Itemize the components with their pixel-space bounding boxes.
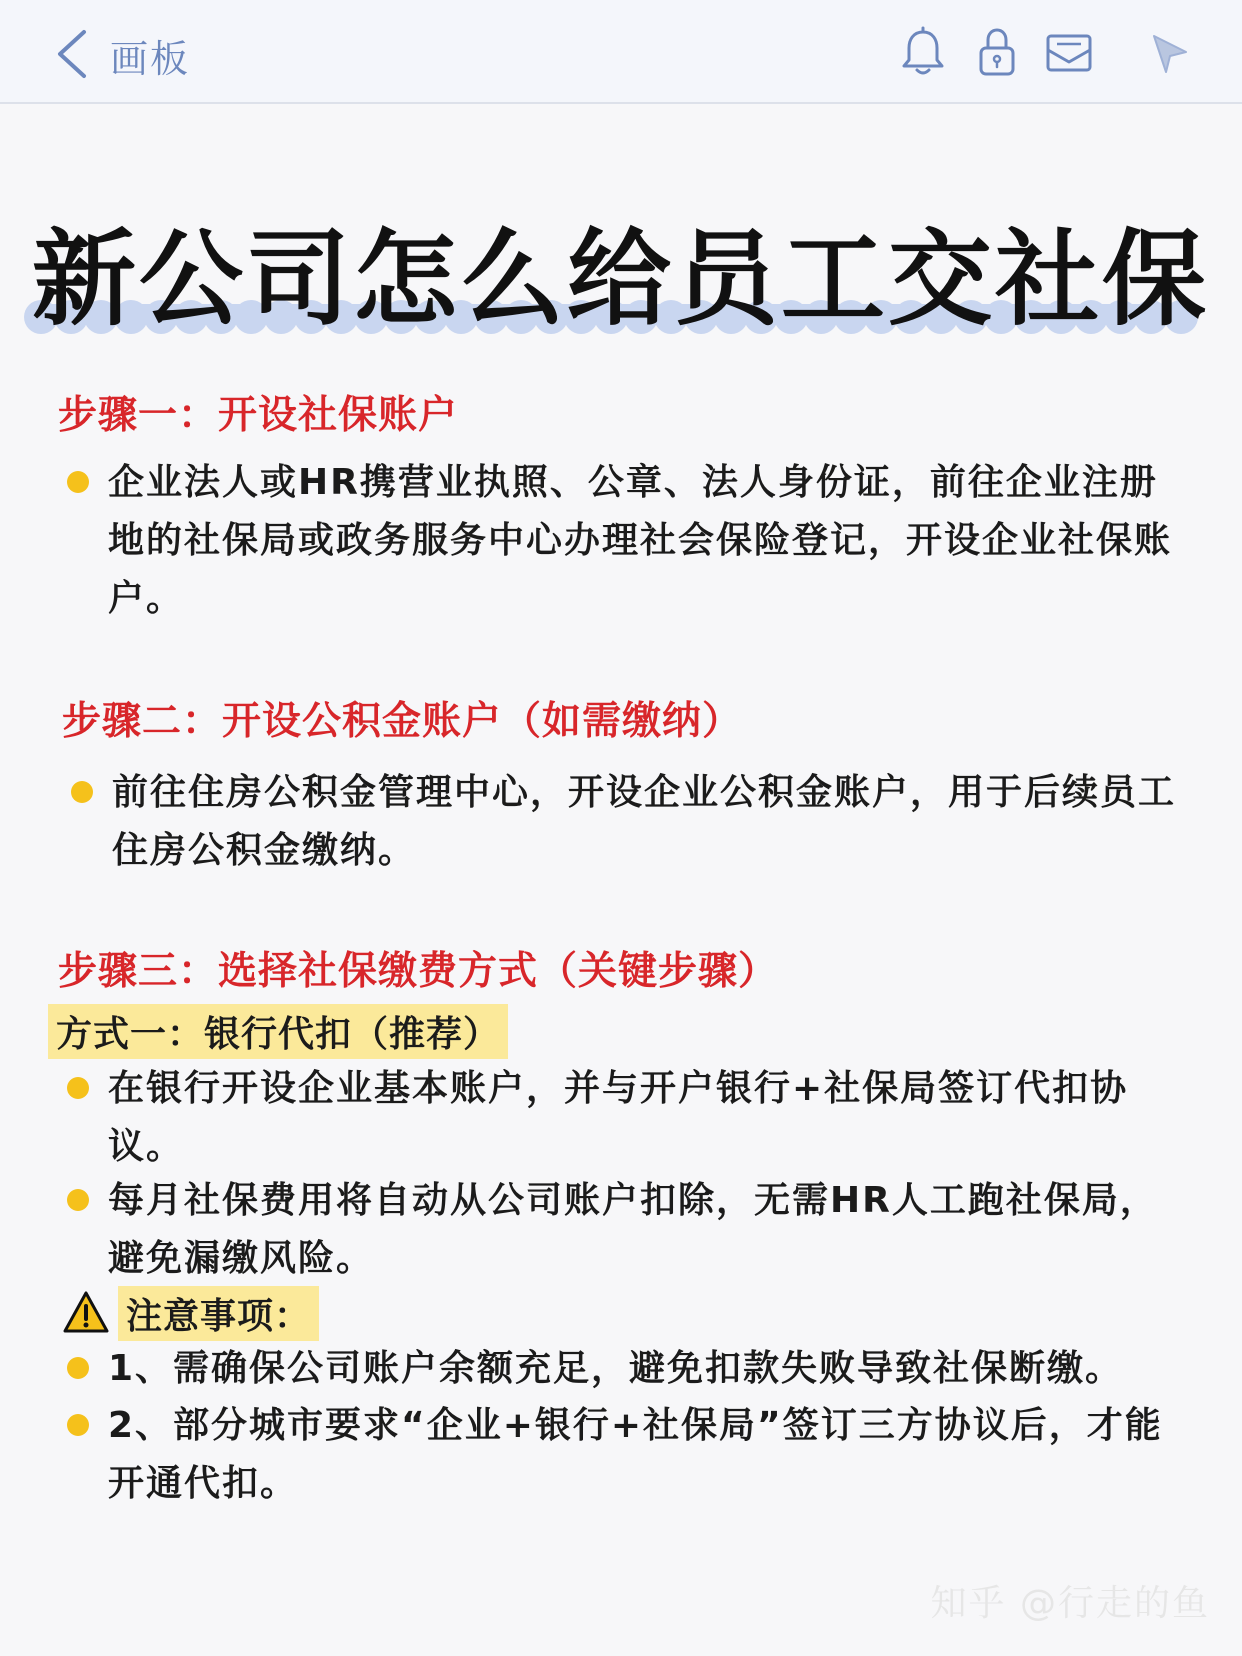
mail-icon[interactable] (1044, 26, 1094, 78)
chevron-left-icon[interactable] (50, 26, 98, 82)
method1-item-1: 在银行开设企业基本账户，并与开户银行+社保局签订代扣协议。 (108, 1068, 1129, 1167)
step2-heading: 步骤二：开设公积金账户（如需缴纳） (62, 699, 743, 744)
watermark: 知乎 @行走的鱼 (930, 1583, 1210, 1624)
back-label[interactable]: 画板 (110, 37, 191, 81)
method1-item-2: 每月社保费用将自动从公司账户扣除，无需HR人工跑社保局，避免漏缴风险。 (108, 1180, 1158, 1279)
bell-icon[interactable] (898, 26, 948, 78)
bullet-dot (71, 781, 93, 803)
step3-heading: 步骤三：选择社保缴费方式（关键步骤） (58, 949, 779, 994)
bullet-dot (67, 1189, 89, 1211)
bullet-dot (67, 1077, 89, 1099)
notice-label: 注意事项： (118, 1286, 319, 1341)
method1-label: 方式一：银行代扣（推荐） (48, 1004, 508, 1059)
top-bar (0, 0, 1242, 104)
step1-text: 企业法人或HR携营业执照、公章、法人身份证，前往企业注册地的社保局或政务服务中心办理社会保险登记，开设企业社保账户。 (108, 462, 1173, 619)
send-icon[interactable] (1146, 26, 1196, 78)
note-1: 1、需确保公司账户余额充足，避免扣款失败导致社保断缴。 (108, 1348, 1124, 1389)
step1-heading: 步骤一：开设社保账户 (58, 393, 459, 438)
note-2: 2、部分城市要求“企业+银行+社保局”签订三方协议后，才能开通代扣。 (108, 1405, 1163, 1504)
warning-icon (62, 1290, 110, 1334)
lock-icon[interactable] (972, 26, 1022, 78)
page-title: 新公司怎么给员工交社保 (32, 218, 1210, 340)
step2-text: 前往住房公积金管理中心，开设企业公积金账户，用于后续员工住房公积金缴纳。 (112, 772, 1177, 871)
bullet-dot (67, 1357, 89, 1379)
bullet-dot (67, 471, 89, 493)
bullet-dot (67, 1414, 89, 1436)
